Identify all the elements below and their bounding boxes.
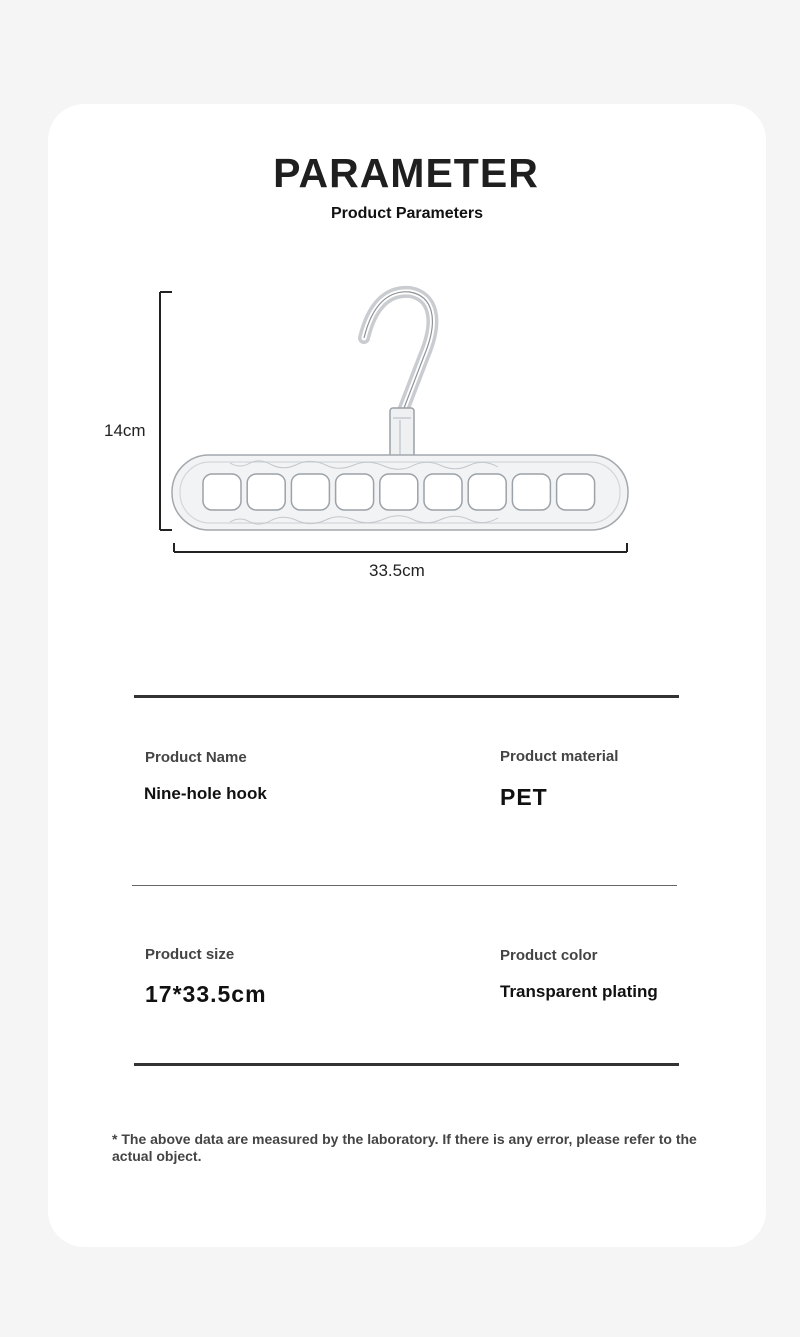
hanger-hole <box>291 474 329 510</box>
hanger-hole <box>512 474 550 510</box>
product-size-value: 17*33.5cm <box>145 981 267 1007</box>
hanger-bar <box>172 455 628 530</box>
product-size-label: Product size <box>145 946 235 963</box>
product-color-value: Transparent plating <box>500 982 658 1001</box>
height-dimension-line <box>160 292 172 530</box>
page-subtitle: Product Parameters <box>330 205 484 222</box>
product-material-value: PET <box>500 784 548 810</box>
product-name-label: Product Name <box>145 749 247 766</box>
hanger-hole <box>247 474 285 510</box>
hanger-hole <box>424 474 462 510</box>
height-label: 14cm <box>104 421 146 440</box>
top-divider <box>134 695 679 698</box>
bottom-divider <box>134 1063 679 1066</box>
hanger-hole <box>336 474 374 510</box>
hanger-diagram <box>0 0 800 620</box>
hanger-hole <box>203 474 241 510</box>
middle-divider <box>132 885 677 886</box>
product-color-label: Product color <box>500 947 598 964</box>
hanger-hook <box>364 292 432 464</box>
width-label: 33.5cm <box>369 561 425 580</box>
width-dimension-line <box>174 543 627 552</box>
product-name-value: Nine-hole hook <box>144 784 267 803</box>
hanger-hole <box>468 474 506 510</box>
hanger-hole <box>557 474 595 510</box>
hanger-hole <box>380 474 418 510</box>
hanger-holes <box>203 474 595 510</box>
disclaimer-note: * The above data are measured by the laboratory. If there is any error, please refer to the actual object. <box>112 1131 697 1164</box>
page-title: PARAMETER <box>273 150 539 196</box>
product-material-label: Product material <box>500 748 619 765</box>
